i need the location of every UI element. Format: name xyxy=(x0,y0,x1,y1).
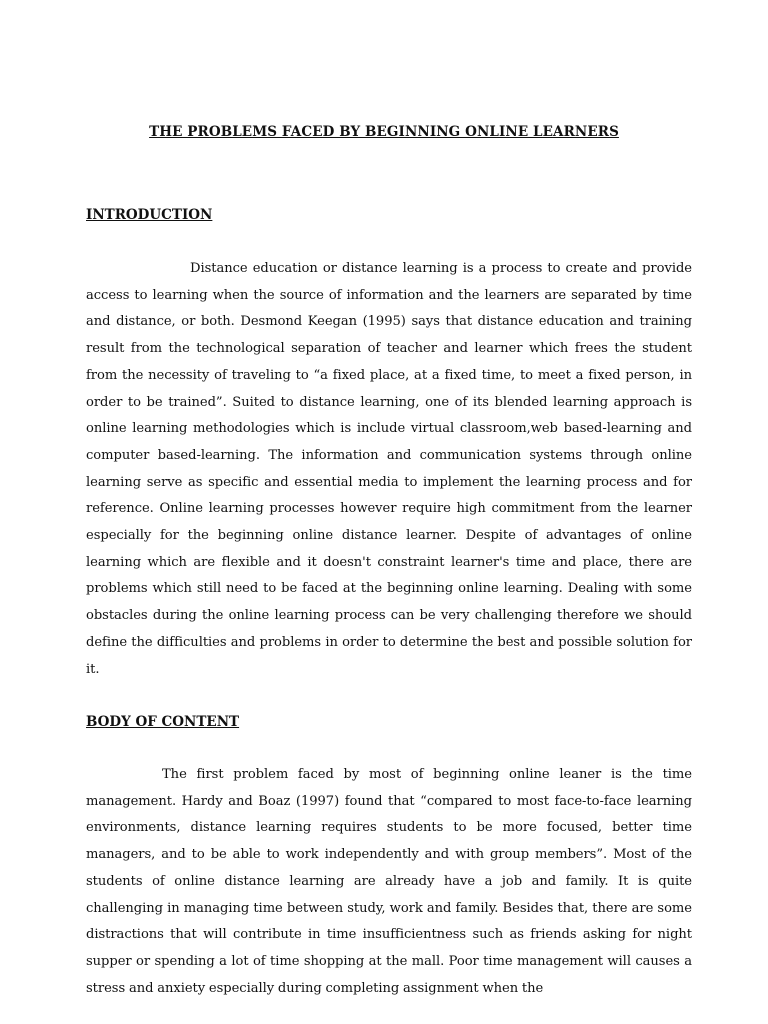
document-title: THE PROBLEMS FACED BY BEGINNING ONLINE LEARNERS xyxy=(149,124,619,140)
section-heading-body-of-content: BODY OF CONTENT xyxy=(86,714,240,730)
body-of-content-paragraph: The first problem faced by most of beginning online leaner is the time management. Hardy and Boaz (1997) found that “compared to most face-to-face learning environments, distance learning requires students to be more focused, better time managers, and to be able to work independently and with group members”. Most of the students of online distance learning are already have a job and family. It is quite challenging in managing time between study, work and family. Besides that, there are some distractions that will contribute in time insufficientness such as friends asking for night supper or spending a lot of time shopping at the mall. Poor time management will causes a stress and anxiety especially during completing assignment when the xyxy=(86,767,692,996)
section-heading-introduction: INTRODUCTION xyxy=(86,207,213,223)
introduction-paragraph: Distance education or distance learning is a process to create and provide access to learning when the source of information and the learners are separated by time and distance, or both. Desmond Keegan (1995) says that distance education and training result from the technological separation of teacher and learner which frees the student from the necessity of traveling to “a fixed place, at a fixed time, to meet a fixed person, in order to be trained”. Suited to distance learning, one of its blended learning approach is online learning methodologies which is include virtual classroom,web based-learning and computer based-learning. The information and communication systems through online learning serve as specific and essential media to implement the learning process and for reference. Online learning processes however require high commitment from the learner especially for the beginning online distance learner. Despite of advantages of online learning which are flexible and it doesn't constraint learner's time and place, there are problems which still need to be faced at the beginning online learning. Dealing with some obstacles during the online learning process can be very challenging therefore we should define the difficulties and problems in order to determine the best and possible solution for it. xyxy=(86,261,692,677)
